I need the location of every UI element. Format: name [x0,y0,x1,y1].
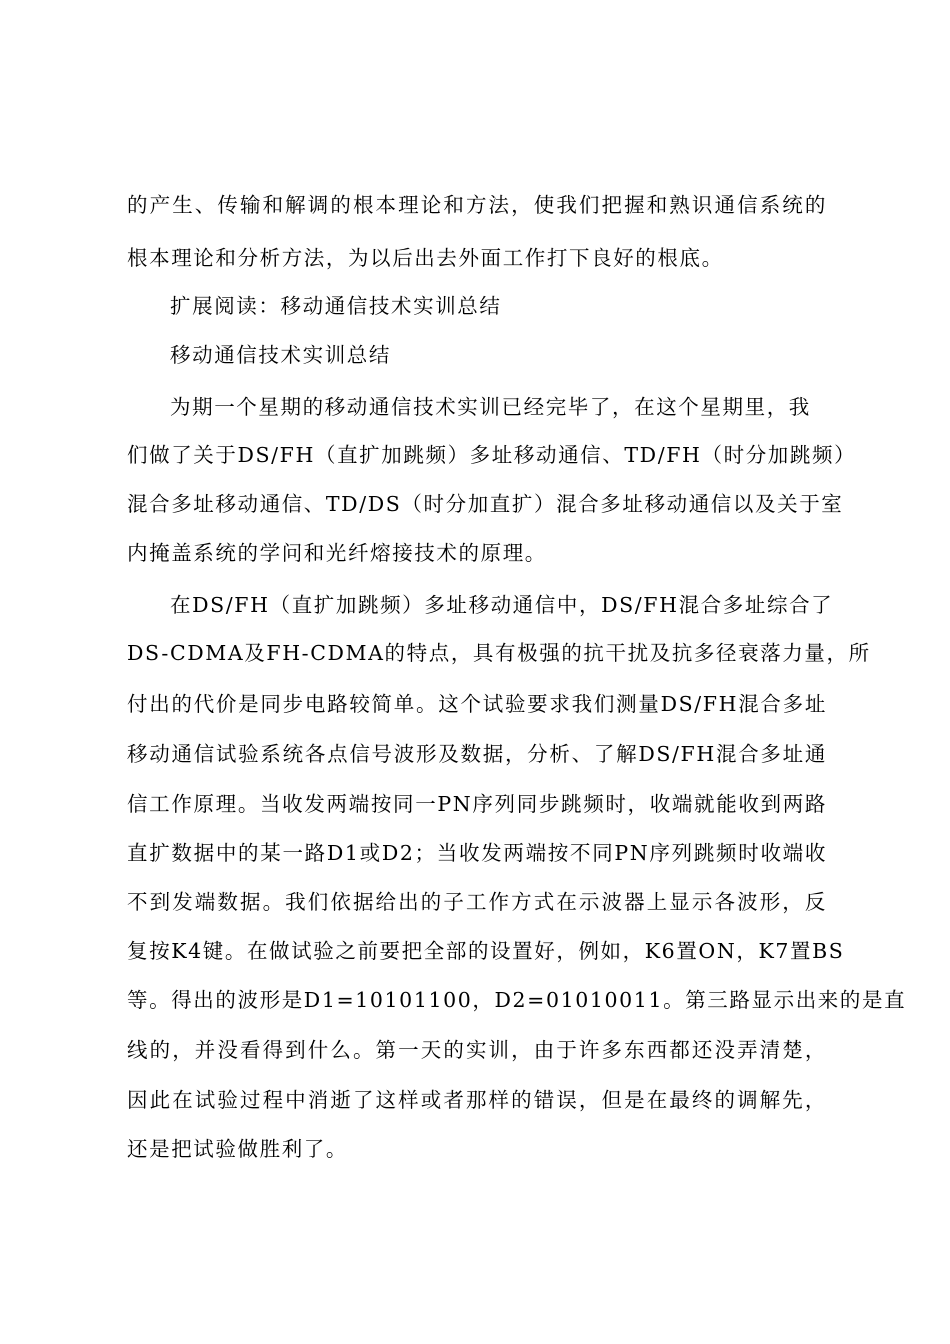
section-heading: 扩展阅读：移动通信技术实训总结 [170,294,502,318]
text-line: 信工作原理。当收发两端按同一PN序列同步跳频时，收端就能收到两路 [127,792,827,816]
text-line: 线的，并没看得到什么。第一天的实训，由于许多东西都还没弄清楚， [127,1038,827,1062]
text-line: DS-CDMA及FH-CDMA的特点，具有极强的抗干扰及抗多径衰落力量，所 [127,641,871,665]
text-line: 等。得出的波形是D1=10101100，D2=01010011。第三路显示出来的是直 [127,988,907,1012]
text-line: 混合多址移动通信、TD/DS（时分加直扩）混合多址移动通信以及关于室 [127,492,844,516]
text-line: 内掩盖系统的学问和光纤熔接技术的原理。 [127,541,547,565]
text-line: 移动通信试验系统各点信号波形及数据，分析、了解DS/FH混合多址通 [127,742,827,766]
section-title: 移动通信技术实训总结 [170,343,391,367]
text-line: 付出的代价是同步电路较简单。这个试验要求我们测量DS/FH混合多址 [127,692,827,716]
text-line: 因此在试验过程中消逝了这样或者那样的错误，但是在最终的调解先， [127,1088,827,1112]
text-line: 们做了关于DS/FH（直扩加跳频）多址移动通信、TD/FH（时分加跳频） [127,443,857,467]
text-line: 还是把试验做胜利了。 [127,1137,348,1161]
text-line: 为期一个星期的移动通信技术实训已经完毕了，在这个星期里，我 [170,395,811,419]
text-line: 直扩数据中的某一路D1或D2；当收发两端按不同PN序列跳频时收端收 [127,841,827,865]
text-line: 根本理论和分析方法，为以后出去外面工作打下良好的根底。 [127,246,724,270]
text-line: 复按K4键。在做试验之前要把全部的设置好，例如，K6置ON，K7置BS [127,939,845,963]
text-line: 不到发端数据。我们依据给出的子工作方式在示波器上显示各波形，反 [127,890,827,914]
text-line: 的产生、传输和解调的根本理论和方法，使我们把握和熟识通信系统的 [127,193,827,217]
text-line: 在DS/FH（直扩加跳频）多址移动通信中，DS/FH混合多址综合了 [170,593,834,617]
